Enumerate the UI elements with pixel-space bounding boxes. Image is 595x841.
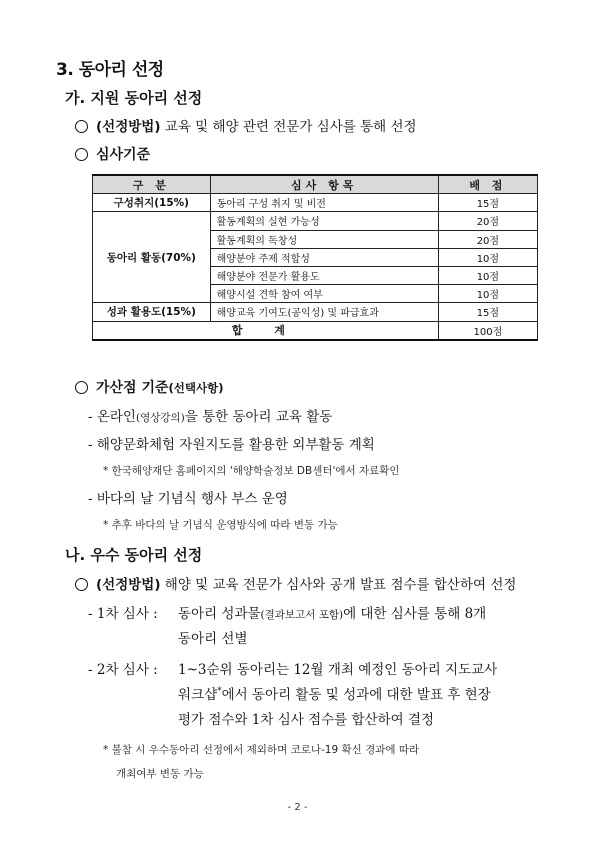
category-cell: 동아리 활동(70%) [93,212,211,303]
round1-post: 에 대한 심사를 통해 8개 [343,606,487,622]
table-total-row [93,321,538,340]
criteria-title: 심사기준 [96,147,151,163]
note-3-line1: * 불참 시 우수동아리 선정에서 제외하며 코로나-19 확신 경과에 따라 [103,744,420,756]
score-cell: 10점 [438,266,537,284]
header-score: 배 점 [438,175,537,194]
table-header-row [93,175,538,194]
round1-line1 [178,602,486,622]
table-row [93,212,538,230]
subsection-b-title: 나. 우수 동아리 선정 [65,546,203,564]
item-cell: 해양교육 기여도(공익성) 및 파급효과 [210,303,438,321]
note-3-line2: 개최여부 변동 가능 [116,768,204,780]
page-number: - 2 - [287,802,308,813]
round2-text: 워크샵 [178,687,218,703]
round2-label: - 2차 심사 : [88,662,158,678]
score-cell: 10점 [438,248,537,266]
circle-bullet-icon [75,381,88,394]
item-cell: 해양분야 전문가 활용도 [210,266,438,284]
method-text: 교육 및 해양 관련 전문가 심사를 통해 선정 [160,119,417,135]
note-2: * 추후 바다의 날 기념식 운영방식에 따라 변동 가능 [103,519,338,531]
bonus-title: 가산점 기준 [96,380,169,396]
method-label: (선정방법) [96,119,161,135]
bonus-item: - 해양문화체험 자원지도를 활용한 외부활동 계획 [88,437,375,453]
criteria-table [92,174,538,341]
score-cell: 20점 [438,212,537,230]
category-cell: 구성취지(15%) [93,194,211,212]
subsection-a-title: 가. 지원 동아리 선정 [65,89,203,107]
round1-paren: (결과보고서 포함) [260,609,344,621]
item-cell: 활동계획의 실현 가능성 [210,212,438,230]
note-1: * 한국해양재단 홈페이지의 '해양학술정보 DB센터'에서 자료확인 [103,465,400,477]
bonus-heading [75,377,223,397]
round1-text: 동아리 성과물 [178,606,261,622]
header-category: 구 분 [93,175,211,194]
score-cell: 20점 [438,230,537,248]
circle-bullet-icon [75,578,88,591]
selection-method-b [75,573,516,593]
table-row [93,194,538,212]
method-label: (선정방법) [96,577,161,593]
criteria-heading [75,144,150,164]
section-title: 3. 동아리 선정 [56,60,164,80]
round1-line2: 동아리 선별 [178,631,248,647]
round2-line2 [178,683,491,703]
item-cell: 활동계획의 독창성 [210,230,438,248]
category-cell: 성과 활용도(15%) [93,303,211,321]
footnote-mark: * [217,686,222,697]
circle-bullet-icon [75,120,88,133]
table-row [93,303,538,321]
round2-line1: 1~3순위 동아리는 12월 개최 예정인 동아리 지도교사 [178,662,498,678]
total-score: 100점 [438,321,537,340]
method-text: 해양 및 교육 전문가 심사와 공개 발표 점수를 합산하여 선정 [160,577,517,593]
circle-bullet-icon [75,148,88,161]
bonus-item-post: 을 통한 동아리 교육 활동 [184,409,333,425]
bonus-suffix: (선택사항) [168,381,224,395]
bonus-item-paren: (영상강의) [135,412,185,424]
item-cell: 동아리 구성 취지 및 비전 [210,194,438,212]
bonus-item: - 바다의 날 기념식 행사 부스 운영 [88,491,288,507]
score-cell: 15점 [438,303,537,321]
total-label: 합 계 [93,321,439,340]
score-cell: 15점 [438,194,537,212]
bonus-item-text: - 온라인 [88,409,136,425]
selection-method-a [75,115,417,135]
round1-label: - 1차 심사 : [88,606,158,622]
round2-post: 에서 동아리 활동 및 성과에 대한 발표 후 현장 [221,687,491,703]
score-cell: 10점 [438,285,537,303]
round2-line3: 평가 점수와 1차 심사 점수를 합산하여 결정 [178,712,435,728]
item-cell: 해양분야 주제 적합성 [210,248,438,266]
item-cell: 해양시설 견학 참여 여부 [210,285,438,303]
header-item: 심사 항목 [210,175,438,194]
bonus-item [88,405,332,425]
